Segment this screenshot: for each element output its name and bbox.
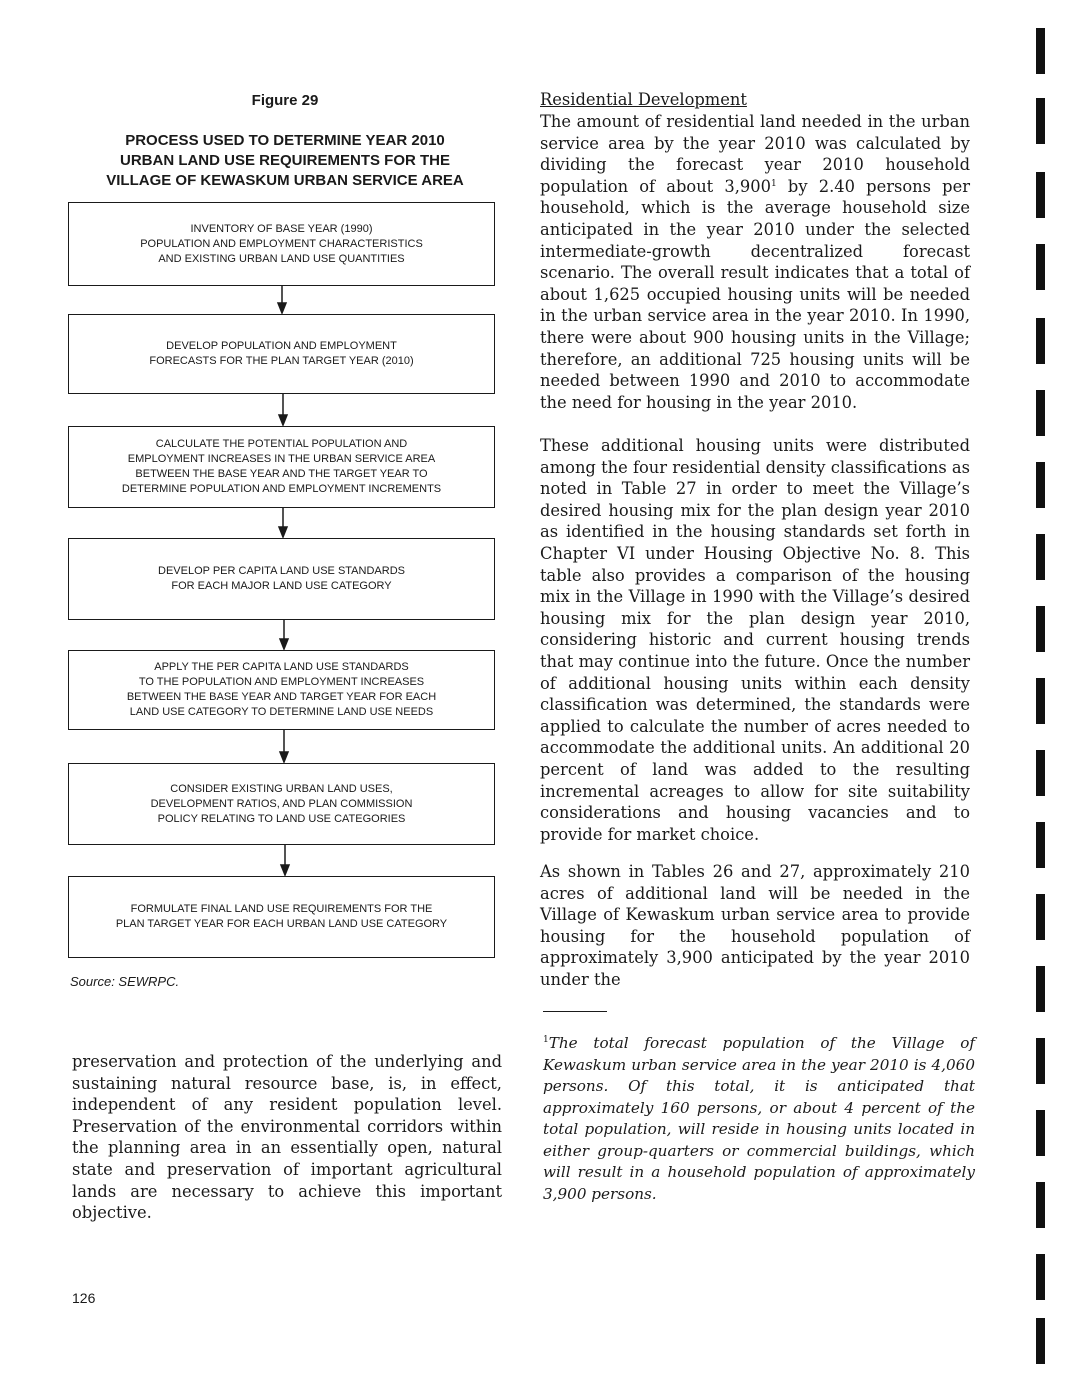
scan-mark — [1036, 318, 1045, 364]
scan-mark — [1036, 462, 1045, 508]
step-text-line: BETWEEN THE BASE YEAR AND THE TARGET YEAR TO — [135, 468, 428, 480]
scan-mark — [1036, 822, 1045, 868]
figure-label: Figure 29 — [251, 92, 319, 109]
flow-arrow-head — [279, 415, 287, 425]
footnote-marker: 1 — [543, 1035, 549, 1045]
footnote-text: The total forecast population of the Village of Kewaskum urban service area in the year 2010 is 4,060 persons. Of this total, it is anticipated that approximately 160 persons, or about 4 percent of the total population, will reside in housing units located in either group-quarters or commercial buildings, which will result in a household population of approximately 3,900 persons. — [543, 1034, 975, 1203]
step-text-line: FORECASTS FOR THE PLAN TARGET YEAR (2010) — [149, 355, 414, 367]
flow-arrow-head — [280, 752, 288, 762]
step-text-line: POPULATION AND EMPLOYMENT CHARACTERISTICS — [140, 237, 423, 250]
step-text-line: POLICY RELATING TO LAND USE CATEGORIES — [157, 812, 406, 825]
scan-mark — [1036, 1110, 1045, 1156]
flow-arrow-head — [281, 865, 289, 875]
para-text: The amount of residential land needed in the urban service area by the year 2010 was calculated by dividing the forecast year 2010 household population of about 3,900 — [540, 112, 970, 196]
scan-mark — [1036, 1182, 1045, 1228]
flow-arrow-head — [278, 303, 286, 313]
paragraph-tables-26-27: As shown in Tables 26 and 27, approximately 210 acres of additional land will be needed in the Village of Kewaskum urban service area to provide housing for the household population of approximately 3,900 anticipated by the year 2010 under the — [540, 862, 970, 989]
step-text-line: DEVELOP PER CAPITA LAND USE STANDARDS — [158, 565, 405, 577]
page-number: 126 — [72, 1290, 96, 1306]
step-text-line: DEVELOPMENT RATIOS, AND PLAN COMMISSION — [150, 797, 413, 810]
footnote — [543, 1033, 975, 1205]
left-paragraph: preservation and protection of the underlying and sustaining natural resource base, is, in effect, independent of any resident population level. Preservation of the environmental corridors within the planning area in an essentially open, natural state and preservation of important agricultural lands are necessary to achieve this important objective. — [72, 1052, 502, 1223]
step-text-line: TO THE POPULATION AND EMPLOYMENT INCREASES — [138, 676, 425, 688]
step-text-line: EMPLOYMENT INCREASES IN THE URBAN SERVICE AREA — [127, 453, 436, 465]
scan-mark — [1036, 534, 1045, 580]
scan-mark — [1036, 390, 1045, 436]
figure-title-line: PROCESS USED TO DETERMINE YEAR 2010 — [125, 132, 445, 149]
scan-mark — [1036, 1038, 1045, 1084]
scan-mark — [1036, 966, 1045, 1012]
step-text-line: CONSIDER EXISTING URBAN LAND USES, — [170, 782, 393, 795]
flow-arrow-head — [279, 527, 287, 537]
step-text-line: CALCULATE THE POTENTIAL POPULATION AND — [155, 438, 408, 450]
step-text-line: BETWEEN THE BASE YEAR AND TARGET YEAR FOR EACH — [126, 691, 437, 703]
scan-mark — [1036, 894, 1045, 940]
scan-mark — [1036, 172, 1045, 218]
step-text-line: FOR EACH MAJOR LAND USE CATEGORY — [171, 580, 392, 592]
scan-mark — [1036, 750, 1045, 796]
section-heading: Residential Development — [540, 90, 747, 109]
step-text-line: INVENTORY OF BASE YEAR (1990) — [190, 222, 373, 235]
figure-title-line: VILLAGE OF KEWASKUM URBAN SERVICE AREA — [106, 172, 464, 189]
scan-mark — [1036, 28, 1045, 74]
footnote-reference: 1 — [771, 178, 777, 189]
scan-mark — [1036, 244, 1045, 290]
step-text-line: APPLY THE PER CAPITA LAND USE STANDARDS — [154, 661, 409, 673]
step-text-line: FORMULATE FINAL LAND USE REQUIREMENTS FOR THE — [130, 903, 433, 915]
step-text-line: PLAN TARGET YEAR FOR EACH URBAN LAND USE CATEGORY — [115, 918, 448, 930]
step-text-line: DEVELOP POPULATION AND EMPLOYMENT — [166, 340, 397, 352]
scan-mark — [1036, 98, 1045, 144]
paragraph-housing-distribution: These additional housing units were distributed among the four residential density classifications as noted in Table 27 in order to meet the Village’s desired housing mix for the plan design year 2010 as identified in the housing standards set forth in Chapter VI under Housing Objective No. 8. This table also provides a comparison of the housing mix in the Village in 1990 with the Village’s desired housing mix for the plan design year 2010, considering historic and current housing trends that may continue into the future. Once the number of additional housing units within each density classification was determined, the standards were applied to calculate the number of acres needed to accommodate the additional units. An additional 20 percent of land was added to the resulting incremental acreages to allow for site suitability considerations and housing vacancies and to provide for market choice. — [540, 436, 970, 844]
step-text-line: DETERMINE POPULATION AND EMPLOYMENT INCREMENTS — [121, 483, 442, 495]
figure-title-line: URBAN LAND USE REQUIREMENTS FOR THE — [119, 152, 450, 169]
scan-mark — [1036, 678, 1045, 724]
footnote-rule — [543, 1011, 607, 1012]
scan-mark — [1036, 1318, 1045, 1364]
step-text-line: AND EXISTING URBAN LAND USE QUANTITIES — [158, 252, 405, 265]
step-text-line: LAND USE CATEGORY TO DETERMINE LAND USE NEEDS — [129, 706, 434, 718]
flow-arrow-head — [280, 639, 288, 649]
scan-mark — [1036, 1254, 1045, 1300]
scan-mark — [1036, 606, 1045, 652]
figure-source: Source: SEWRPC. — [70, 974, 180, 989]
paragraph-residential-land — [540, 111, 970, 413]
para-text: by 2.40 persons per household, which is the average household size anticipated in the year 2010 under the selected intermediate-growth decentralized forecast scenario. The overall result indicates that a total of about 1,625 occupied housing units will be needed in the urban service area in the year 2010. In 1990, there were about 900 housing units in the Village; therefore, an additional 725 housing units will be needed between 1990 and 2010 to accommodate the need for housing in the year 2010. — [540, 176, 970, 412]
